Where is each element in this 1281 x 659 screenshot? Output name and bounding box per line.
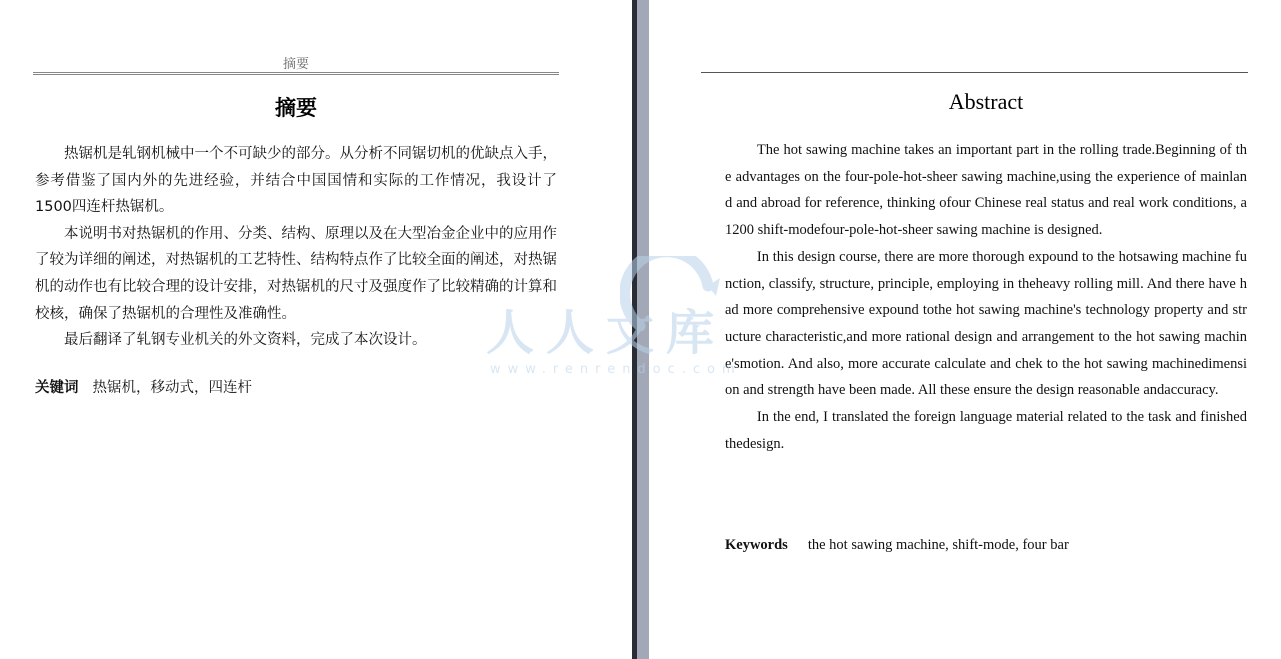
header-rule (33, 72, 559, 75)
keywords-value: the hot sawing machine, shift-mode, four bar (807, 537, 1069, 553)
paragraph: 本说明书对热锯机的作用、分类、结构、原理以及在大型冶金企业中的应用作了较为详细的阐述，对热锯机的工艺特性、结构特点作了比较全面的阐述，对热锯机的动作也有比较合理的设计安排，对热锯机的尺寸及强度作了比较精确的计算和校核，确保了热锯机的合理性及准确性。 (35, 225, 557, 322)
paragraph: 最后翻译了轧钢专业机关的外文资料，完成了本次设计。 (64, 332, 427, 349)
watermark-url: www.renrendoc.com (490, 362, 742, 377)
paragraph: The hot sawing machine takes an important part in the rolling trade.Beginning of the advantages on the four-pole-hot-sheer sawing machine,using the experience of mainland and abroad for reference, thinking ofour Chinese real status and real work conditions, a 1200 shift-modefour-pole-hot-sheer sawing machine is designed. (725, 142, 1247, 239)
english-abstract-body (725, 137, 1247, 457)
page-divider-edge (632, 0, 637, 659)
page-right (649, 0, 1281, 659)
page-title-chinese: 摘要 (275, 96, 317, 120)
header-rule (701, 72, 1248, 73)
page-title-english: Abstract (948, 89, 1024, 114)
watermark-text: 人人文库 (486, 305, 727, 361)
chinese-abstract-body (35, 141, 557, 354)
paragraph: In this design course, there are more thorough expound to the hotsawing machine function, classify, structure, principle, employing in theheavy rolling mill. And there have had more comprehensive expound tothe hot sawing machine's technology property and structure characteristic,and more rational design and arrangement to the hot sawing machine'smotion. And also, more accurate calculate and chek to the hot sawing machinedimension and strength have been made. All these ensure the design reasonable andaccuracy. (725, 248, 1247, 399)
chinese-keywords (35, 376, 557, 397)
english-keywords (725, 537, 1247, 554)
running-header: 摘要 (282, 57, 309, 72)
paragraph: In the end, I translated the foreign language material related to the task and finished thedesign. (725, 409, 1247, 452)
page-divider (632, 0, 649, 659)
keywords-label: 关键词 (35, 380, 79, 396)
keywords-value: 热锯机，移动式，四连杆 (92, 380, 252, 396)
paragraph: 热锯机是轧钢机械中一个不可缺少的部分。从分析不同锯切机的优缺点入手，参考借鉴了国内外的先进经验，并结合中国国情和实际的工作情况，我设计了1500四连杆热锯机。 (35, 146, 557, 216)
page-left (0, 0, 632, 659)
keywords-label: Keywords (725, 537, 788, 553)
